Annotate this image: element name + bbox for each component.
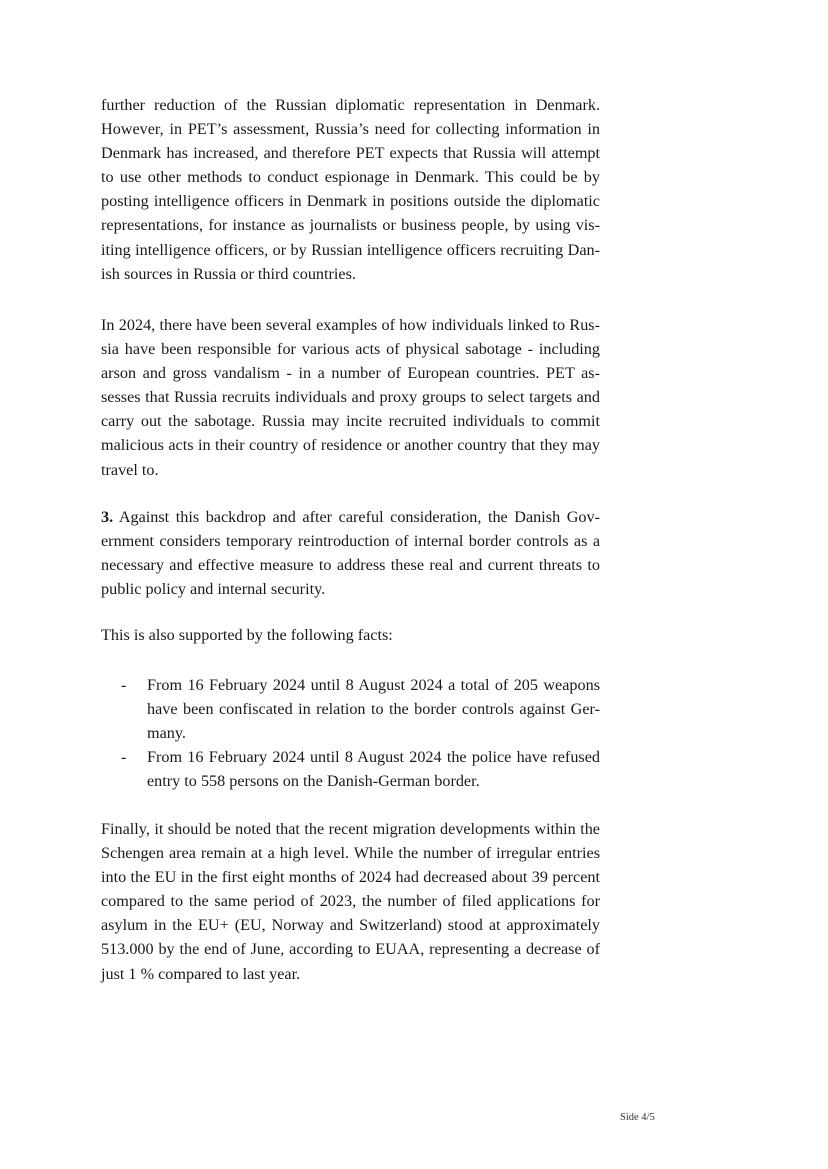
text-fragment: Against this backdrop and after careful consideration, the Danish Gov- xyxy=(113,508,600,526)
section-number: 3. xyxy=(101,508,114,526)
text-line: In 2024, there have been several examples of how individuals linked to Rus- xyxy=(101,316,600,334)
text-line: compared to the same period of 2023, the number of filed applications for xyxy=(101,892,600,911)
text-line: sia have been responsible for various acts of physical sabotage - including xyxy=(101,340,600,359)
text-line: From 16 February 2024 until 8 August 2024 the police have refused xyxy=(147,748,600,767)
text-line: Denmark has increased, and therefore PET expects that Russia will attempt xyxy=(101,144,600,163)
facts-list xyxy=(101,673,600,793)
text-line: ish sources in Russia or third countries. xyxy=(101,264,356,283)
text-line: to use other methods to conduct espionage in Denmark. This could be by xyxy=(101,168,600,187)
list-item xyxy=(101,745,600,793)
text-line: However, in PET’s assessment, Russia’s need for collecting information in xyxy=(101,120,600,139)
paragraph-migration xyxy=(101,817,600,986)
text-line: sesses that Russia recruits individuals and proxy groups to select targets and xyxy=(101,388,600,407)
text-line: Schengen area remain at a high level. While the number of irregular entries xyxy=(101,844,600,863)
paragraph-sabotage xyxy=(101,313,600,482)
text-line: posting intelligence officers in Denmark in positions outside the diplomatic xyxy=(101,192,600,211)
text-line: iting intelligence officers, or by Russian intelligence officers recruiting Dan- xyxy=(101,240,600,259)
page-number: Side 4/5 xyxy=(620,1112,655,1123)
text-line: carry out the sabotage. Russia may incite recruited individuals to commit xyxy=(101,412,600,431)
text-line: Finally, it should be noted that the recent migration developments within the xyxy=(101,820,600,838)
bullet-dash: - xyxy=(121,676,127,694)
text-line: into the EU in the first eight months of 2024 had decreased about 39 percent xyxy=(101,868,600,887)
text-line: many. xyxy=(147,724,186,743)
text-line: representations, for instance as journalists or business people, by using vis- xyxy=(101,216,600,235)
text-line: From 16 February 2024 until 8 August 2024 a total of 205 weapons xyxy=(147,676,600,694)
text-line xyxy=(101,505,600,529)
paragraph-russian-espionage xyxy=(101,93,600,286)
text-line: have been confiscated in relation to the border controls against Ger- xyxy=(147,700,600,719)
text-line: entry to 558 persons on the Danish-German border. xyxy=(147,772,480,791)
list-item xyxy=(101,673,600,745)
bullet-dash: - xyxy=(121,748,127,767)
text-line: 513.000 by the end of June, according to EUAA, representing a decrease of xyxy=(101,940,600,959)
text-line: asylum in the EU+ (EU, Norway and Switzerland) stood at approximately xyxy=(101,916,600,935)
text-line: further reduction of the Russian diplomatic representation in Denmark. xyxy=(101,96,600,114)
text-line: travel to. xyxy=(101,460,159,479)
paragraph-border-controls xyxy=(101,505,600,601)
text-line: just 1 % compared to last year. xyxy=(101,964,301,983)
text-line: necessary and effective measure to address these real and current threats to xyxy=(101,556,600,575)
text-line: public policy and internal security. xyxy=(101,580,326,599)
text-line: malicious acts in their country of residence or another country that they may xyxy=(101,436,600,455)
text-line: ernment considers temporary reintroduction of internal border controls as a xyxy=(101,532,600,551)
text-line: arson and gross vandalism - in a number of European countries. PET as- xyxy=(101,364,600,383)
paragraph-supporting-facts-intro xyxy=(101,623,600,647)
text-line: This is also supported by the following facts: xyxy=(101,626,393,644)
